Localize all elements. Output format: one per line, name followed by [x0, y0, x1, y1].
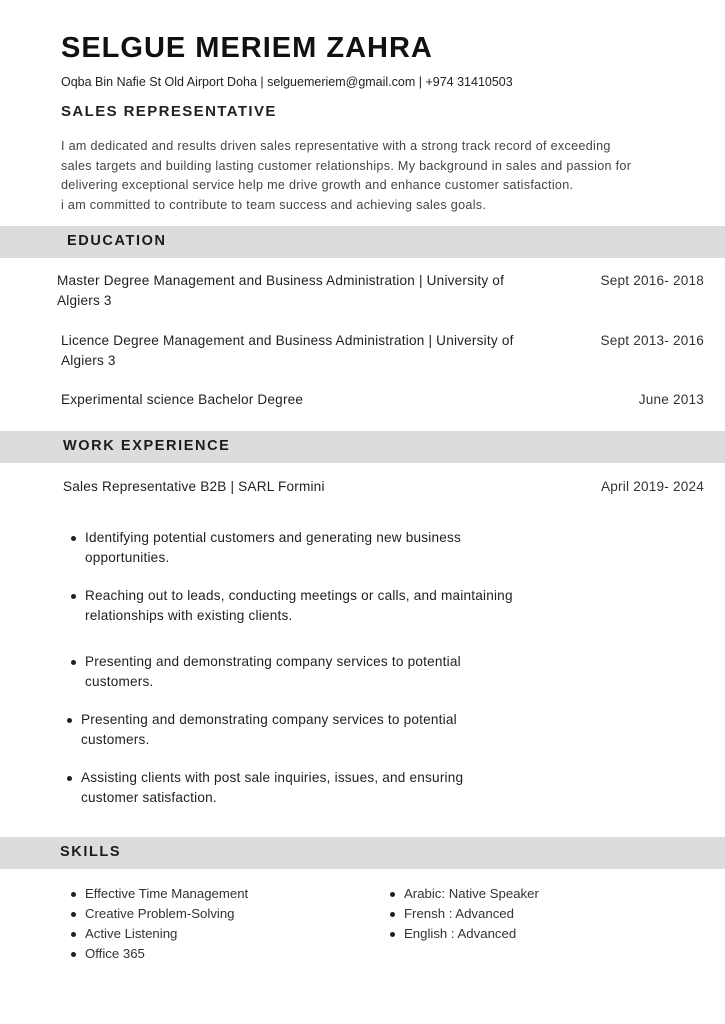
skill-item [85, 944, 145, 964]
bullet-line: opportunities. [85, 550, 170, 565]
bullet-line: customers. [81, 732, 150, 747]
candidate-name: SELGUE MERIEM ZAHRA [61, 32, 433, 64]
skill-label: Active Listening [85, 926, 178, 941]
job-title-text: Sales Representative B2B | SARL Formini [63, 479, 325, 494]
work-heading: WORK EXPERIENCE [63, 438, 231, 454]
list-item [85, 652, 461, 692]
education-date-bachelor: June 2013 [638, 392, 704, 407]
summary-line: sales targets and building lasting customer relationships. My background in sales and passion for [61, 158, 632, 173]
skill-item [85, 884, 248, 904]
skills-heading: SKILLS [60, 844, 122, 860]
bullet-line: customers. [85, 674, 154, 689]
job-role-title: SALES REPRESENTATIVE [61, 103, 277, 120]
language-label: Arabic: Native Speaker [404, 886, 539, 901]
education-heading: EDUCATION [67, 233, 167, 249]
list-item [81, 768, 463, 808]
skill-label: Creative Problem-Solving [85, 906, 235, 921]
education-date-licence: Sept 2013- 2016 [600, 333, 704, 348]
bullet-dot-icon [390, 932, 395, 937]
skills-section-band [0, 837, 725, 869]
summary-line: i am committed to contribute to team success and achieving sales goals. [61, 197, 487, 212]
summary-line: I am dedicated and results driven sales representative with a strong track record of exceeding [61, 139, 611, 153]
job-date: April 2019- 2024 [601, 479, 704, 494]
bullet-dot-icon [71, 660, 76, 665]
entry-line: Algiers 3 [57, 293, 112, 308]
entry-line: Algiers 3 [61, 353, 116, 368]
bullet-dot-icon [67, 718, 72, 723]
bullet-line: Reaching out to leads, conducting meetings or calls, and maintaining [85, 588, 513, 603]
language-item [404, 904, 514, 924]
skill-item [85, 904, 235, 924]
list-item [81, 710, 457, 750]
bullet-dot-icon [67, 776, 72, 781]
bullet-dot-icon [71, 536, 76, 541]
skill-label: Effective Time Management [85, 886, 249, 901]
skill-item [85, 924, 177, 944]
language-label: Frensh : Advanced [404, 906, 514, 921]
bullet-dot-icon [390, 892, 395, 897]
work-section-band [0, 431, 725, 463]
bullet-dot-icon [71, 952, 76, 957]
education-date-master: Sept 2016- 2018 [600, 273, 704, 288]
bullet-line: Presenting and demonstrating company services to potential [81, 712, 457, 727]
education-entry-bachelor [61, 390, 303, 410]
summary-line: delivering exceptional service help me drive growth and enhance customer satisfaction. [61, 178, 574, 192]
language-label: English : Advanced [404, 926, 517, 941]
entry-line: Master Degree Management and Business Administration | University of [57, 273, 505, 288]
language-item [404, 924, 516, 944]
bullet-dot-icon [71, 932, 76, 937]
list-item [85, 528, 461, 568]
bullet-dot-icon [71, 594, 76, 599]
education-entry-licence [61, 331, 514, 371]
bullet-line: customer satisfaction. [81, 790, 217, 805]
profile-summary [61, 137, 701, 215]
education-entry-master [57, 271, 504, 311]
entry-line: Licence Degree Management and Business Administration | University of [61, 333, 514, 348]
bullet-dot-icon [71, 912, 76, 917]
bullet-line: Identifying potential customers and generating new business [85, 530, 462, 545]
bullet-dot-icon [71, 892, 76, 897]
bullet-line: relationships with existing clients. [85, 608, 293, 623]
education-section-band [0, 226, 725, 258]
entry-line: Experimental science Bachelor Degree [61, 392, 304, 407]
job-title [63, 477, 325, 497]
bullet-dot-icon [390, 912, 395, 917]
skill-label: Office 365 [85, 946, 145, 961]
language-item [404, 884, 539, 904]
list-item [85, 586, 513, 626]
contact-line: Oqba Bin Nafie St Old Airport Doha | selguemeriem@gmail.com | +974 31410503 [61, 75, 513, 89]
bullet-line: Assisting clients with post sale inquiries, issues, and ensuring [81, 770, 464, 785]
bullet-line: Presenting and demonstrating company services to potential [85, 654, 461, 669]
